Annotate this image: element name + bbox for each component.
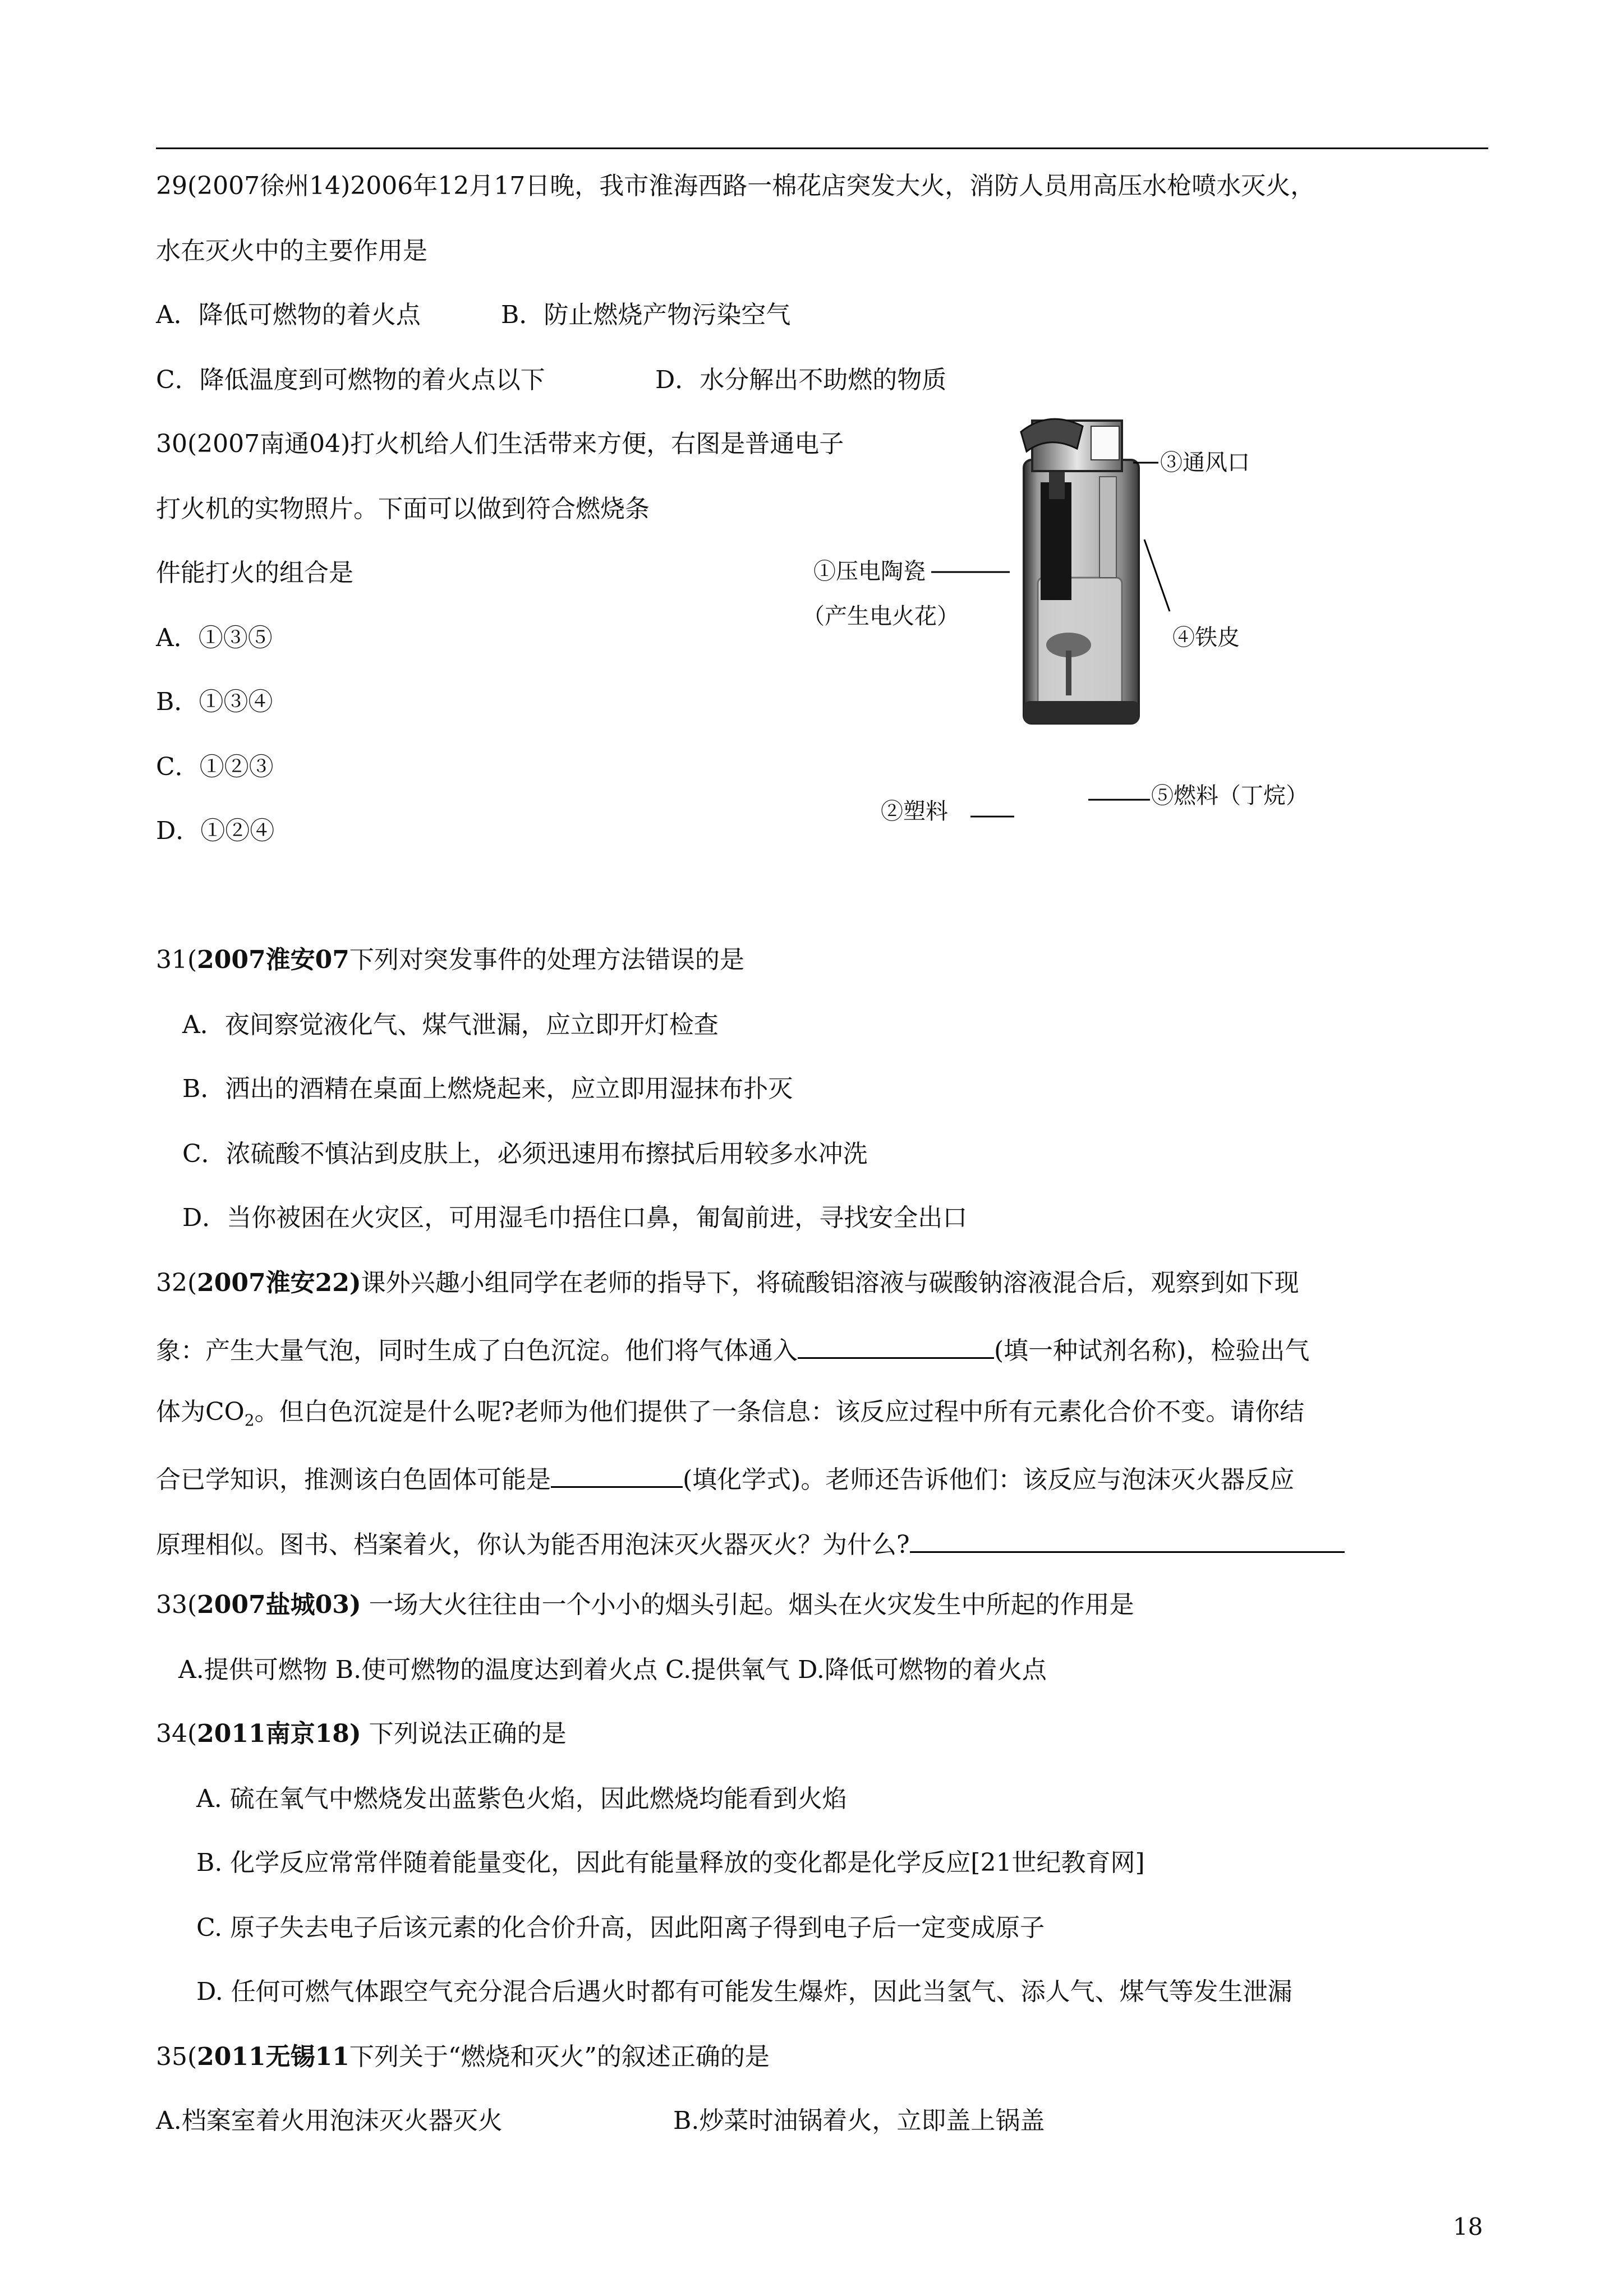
q29-option-c: C．降低温度到可燃物的着火点以下 [156,366,545,394]
q35-stem: 35(2011无锡11下列关于“燃烧和灭火”的叙述正确的是 [156,2043,770,2071]
label-fuel: ⑤燃料（丁烷） [1151,783,1308,809]
q32-stem-line4: 合已学知识，推测该白色固体可能是 (填化学式)。老师还告诉他们：该反应与泡沫灭火器反应 [156,1459,1294,1497]
q33-options: A.提供可燃物 B.使可燃物的温度达到着火点 C.提供氧气 D.降低可燃物的着火点 [178,1656,1047,1684]
label-iron-sheet: ④铁皮 [1172,625,1240,651]
q34-option-a: A. 硫在氧气中燃烧发出蓝紫色火焰，因此燃烧均能看到火焰 [196,1785,847,1813]
label-spark: （产生电火花） [802,603,959,629]
q31-option-a: A．夜间察觉液化气、煤气泄漏，应立即开灯检查 [182,1011,719,1039]
q30-option-b: B．①③④ [156,688,273,716]
q32-stem-line2: 象：产生大量气泡，同时生成了白色沉淀。他们将气体通入 (填一种试剂名称)，检验出气 [156,1330,1309,1368]
lighter-figure [785,409,1503,847]
q34-option-b: B. 化学反应常常伴随着能量变化，因此有能量释放的变化都是化学反应[21世纪教育网] [196,1848,1145,1877]
q30-option-c: C．①②③ [156,753,274,781]
q30-stem-line3: 件能打火的组合是 [156,559,353,587]
q32-stem-line3: 体为$CO_2$。但白色沉淀是什么呢?老师为他们提供了一条信息：该反应过程中所有元素化合价不变。请你结 [156,1398,1305,1430]
label-vent: ③通风口 [1160,450,1250,476]
q33-stem: 33(2007盐城03) 一场大火往往由一个小小的烟头引起。烟头在火灾发生中所起的作用是 [156,1590,1134,1619]
q29-option-a: A．降低可燃物的着火点 [156,301,421,329]
q31-stem: 31(2007淮安07下列对突发事件的处理方法错误的是 [156,946,744,974]
q31-option-d: D．当你被困在火灾区，可用湿毛巾捂住口鼻，匍匐前进，寻找安全出口 [182,1204,968,1232]
answer-blank-formula[interactable] [551,1459,683,1488]
page-number: 18 [1453,2213,1483,2240]
label-plastic: ②塑料 [881,799,948,824]
q34-option-d: D. 任何可燃气体跟空气充分混合后遇火时都有可能发生爆炸，因此当氢气、添人气、煤气等发生泄漏 [196,1977,1292,2006]
q35-option-a: A.档案室着火用泡沫灭火器灭火 [156,2106,503,2135]
answer-blank-reagent[interactable] [798,1330,994,1359]
q32-stem-line5: 原理相似。图书、档案着火，你认为能否用泡沫灭火器灭火？为什么? [156,1524,1345,1562]
q30-stem-line1: 30(2007南通04)打火机给人们生活带来方便，右图是普通电子 [156,430,844,458]
label-piezo-ceramic: ①压电陶瓷 [813,559,926,584]
q34-option-c: C. 原子失去电子后该元素的化合价升高，因此阳离子得到电子后一定变成原子 [196,1914,1045,1942]
q30-stem-line2: 打火机的实物照片。下面可以做到符合燃烧条 [156,495,650,523]
header-rule [156,147,1488,149]
q35-option-b: B.炒菜时油锅着火，立即盖上锅盖 [673,2106,1045,2135]
q29-option-d: D．水分解出不助燃的物质 [655,366,947,394]
q29-option-b: B．防止燃烧产物污染空气 [501,301,791,329]
q30-option-d: D．①②④ [156,817,275,845]
q32-stem-line1: 32(2007淮安22)课外兴趣小组同学在老师的指导下，将硫酸铝溶液与碳酸钠溶液混合后，观察到如下现 [156,1269,1299,1297]
q29-stem-line1: 29(2007徐州14)2006年12月17日晚，我市淮海西路一棉花店突发大火，消防人员用高压水枪喷水灭火， [156,172,1315,200]
q31-option-b: B．洒出的酒精在桌面上燃烧起来，应立即用湿抹布扑灭 [182,1075,793,1103]
answer-blank-reason[interactable] [910,1524,1345,1553]
q30-option-a: A．①③⑤ [156,624,273,652]
q34-stem: 34(2011南京18) 下列说法正确的是 [156,1719,567,1748]
q31-option-c: C．浓硫酸不慎沾到皮肤上，必须迅速用布擦拭后用较多水冲洗 [182,1140,868,1168]
q29-stem-line2: 水在灭火中的主要作用是 [156,237,427,265]
